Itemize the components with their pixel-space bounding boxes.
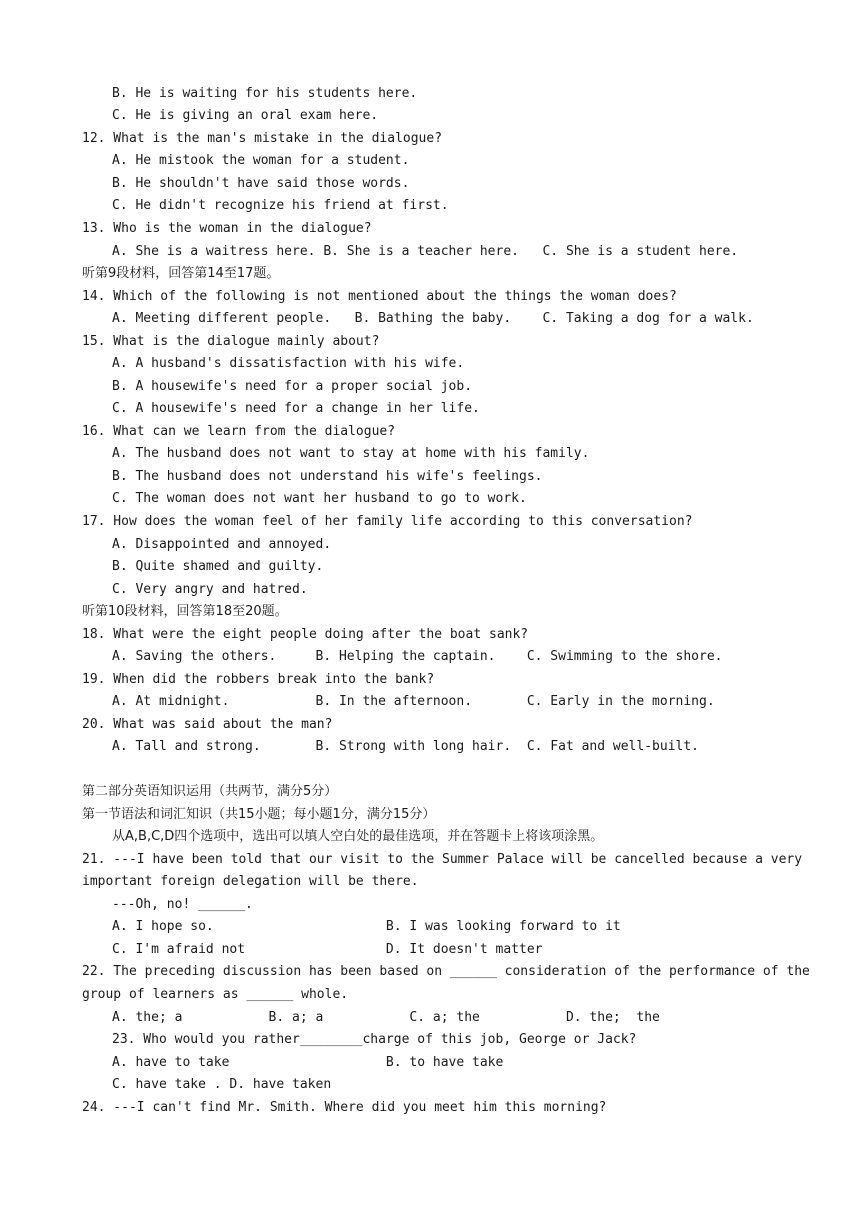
q18-question: 18. What were the eight people doing after the boat sank? [82,627,529,642]
q16-question: 16. What can we learn from the dialogue? [82,424,396,439]
q15-option-c: C. A housewife's need for a change in her life. [112,401,480,416]
q23-options-cd: C. have take . D. have taken [112,1077,332,1092]
q21-options-cd: C. I'm afraid not D. It doesn't matter [112,942,543,957]
q17-option-b: B. Quite shamed and guilty. [112,559,324,574]
section-1-instructions: 从A,B,C,D四个选项中，选出可以填人空白处的最佳选项，并在答题卡上将该项涂黑。 [112,829,604,844]
q15-option-a: A. A husband's dissatisfaction with his wife. [112,356,465,371]
q13-question: 13. Who is the woman in the dialogue? [82,221,372,236]
q18-options: A. Saving the others. B. Helping the captain. C. Swimming to the shore. [112,649,723,664]
q21-question-line-2: important foreign delegation will be there. [82,874,419,889]
part-2-heading: 第二部分英语知识运用（共两节，满分5分） [82,784,338,799]
q15-question: 15. What is the dialogue mainly about? [82,334,380,349]
q21-question-line-1: 21. ---I have been told that our visit to the Summer Palace will be cancelled because a very [82,852,803,867]
q14-question: 14. Which of the following is not mentioned about the things the woman does? [82,289,677,304]
q11-option-c: C. He is giving an oral exam here. [112,108,379,123]
q16-option-a: A. The husband does not want to stay at home with his family. [112,446,590,461]
q20-options: A. Tall and strong. B. Strong with long hair. C. Fat and well-built. [112,739,699,754]
q20-question: 20. What was said about the man? [82,717,333,732]
q21-options-ab: A. I hope so. B. I was looking forward to it [112,919,621,934]
q17-option-a: A. Disappointed and annoyed. [112,537,332,552]
q14-options: A. Meeting different people. B. Bathing the baby. C. Taking a dog for a walk. [112,311,754,326]
q19-options: A. At midnight. B. In the afternoon. C. Early in the morning. [112,694,715,709]
q22-options: A. the; a B. a; a C. a; the D. the; the [112,1010,660,1025]
q13-options: A. She is a waitress here. B. She is a teacher here. C. She is a student here. [112,244,739,259]
q12-option-b: B. He shouldn't have said those words. [112,176,410,191]
q16-option-c: C. The woman does not want her husband to go to work. [112,491,527,506]
q12-option-c: C. He didn't recognize his friend at first. [112,198,449,213]
q22-question-line-2: group of learners as ______ whole. [82,987,349,1002]
q23-options-ab: A. have to take B. to have take [112,1055,504,1070]
q23-question: 23. Who would you rather________charge of this job, George or Jack? [112,1032,637,1047]
q21-response: ---Oh, no! ______. [112,897,253,912]
q19-question: 19. When did the robbers break into the bank? [82,672,435,687]
q12-question: 12. What is the man's mistake in the dialogue? [82,131,443,146]
section-1-heading: 第一节语法和词汇知识（共15小题；每小题1分，满分15分） [82,807,436,822]
section-10-heading: 听第10段材料，回答第18至20题。 [82,604,288,619]
q17-question: 17. How does the woman feel of her family life according to this conversation? [82,514,693,529]
q15-option-b: B. A housewife's need for a proper social job. [112,379,473,394]
q12-option-a: A. He mistook the woman for a student. [112,153,410,168]
q24-question: 24. ---I can't find Mr. Smith. Where did you meet him this morning? [82,1100,607,1115]
q11-option-b: B. He is waiting for his students here. [112,86,418,101]
q22-question-line-1: 22. The preceding discussion has been based on ______ consideration of the performance of the [82,964,810,979]
q17-option-c: C. Very angry and hatred. [112,582,308,597]
section-9-heading: 听第9段材料，回答第14至17题。 [82,266,280,281]
q16-option-b: B. The husband does not understand his wife's feelings. [112,469,543,484]
